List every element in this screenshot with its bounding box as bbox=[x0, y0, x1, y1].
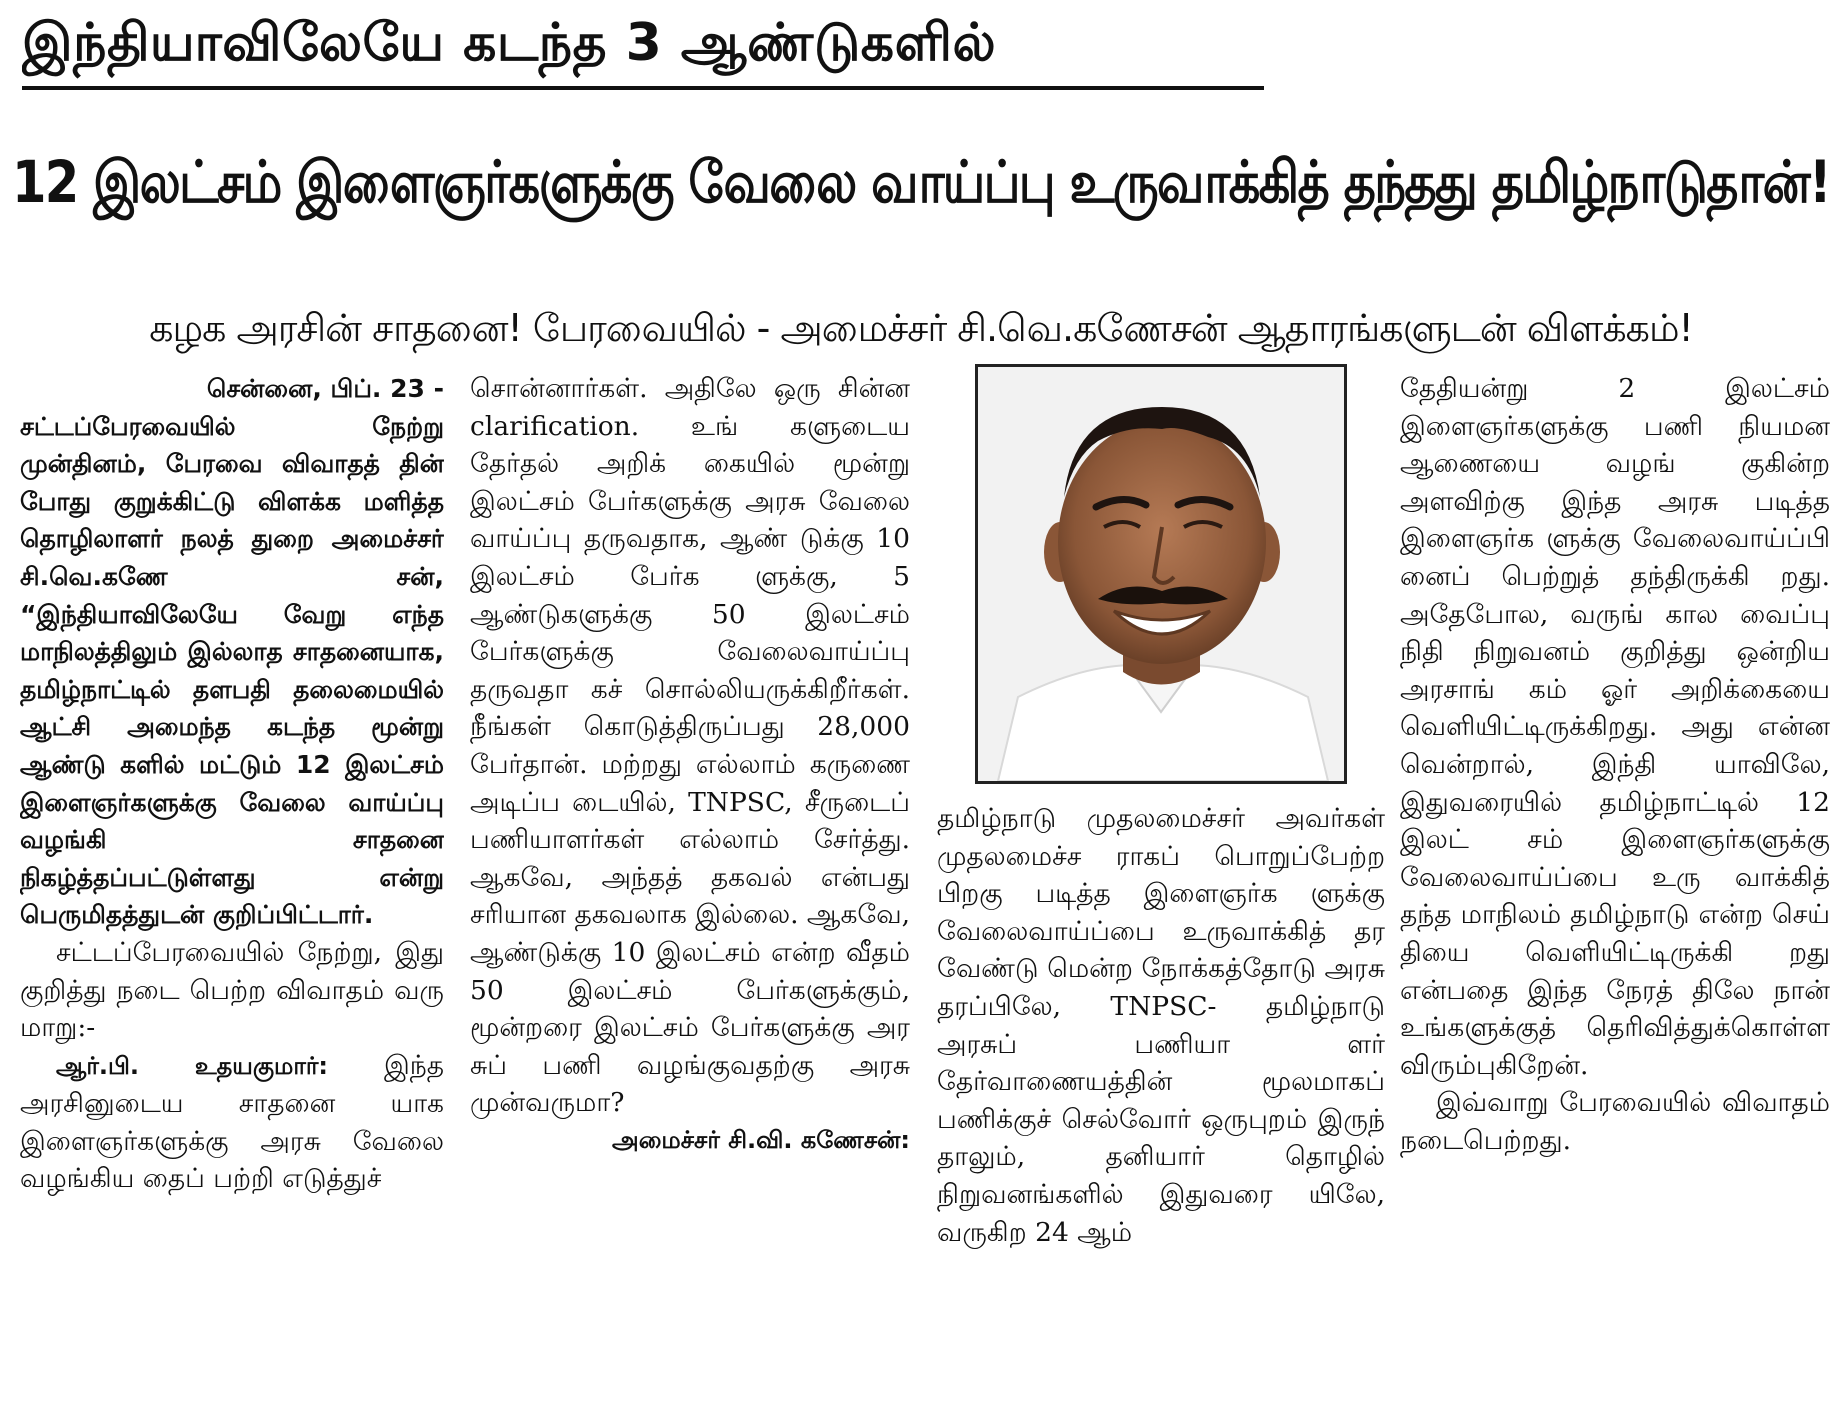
closing-paragraph: இவ்வாறு பேரவையில் விவாதம் நடைபெற்றது. bbox=[1400, 1087, 1830, 1156]
speaker-text: இந்த அரசினுடைய சாதனை யாக இளைஞர்களுக்கு அரசு வேலை வழங்கிய தைப் பற்றி எடுத்துச் bbox=[20, 1049, 444, 1195]
article-column-2 bbox=[470, 370, 910, 1392]
body-paragraph bbox=[20, 1047, 444, 1198]
article-column-3 bbox=[937, 800, 1385, 1392]
dateline: சென்னை, பிப். 23 - bbox=[206, 374, 444, 403]
speaker-name: அமைச்சர் சி.வி. கணேசன்: bbox=[612, 1125, 910, 1154]
minister-photo bbox=[975, 364, 1347, 784]
body-paragraph: தமிழ்நாடு முதலமைச்சர் அவர்கள் முதலமைச்ச ராகப் பொறுப்பேற்ற பிறகு படித்த இளைஞர்க ளுக்கு வேலைவாய்ப்பை உருவாக்கித் தர வேண்டு மென்ற நோக்கத்தோடு அரசு தரப்பிலே, TNPSC- தமிழ்நாடு அரசுப் பணியா ளர் தேர்வாணையத்தின் மூலமாகப் பணிக்குச் செல்வோர் ஒருபுறம் இருந் தாலும், தனியார் தொழில் நிறுவனங்களில் இதுவரை யிலே, வருகிற 24 ஆம் bbox=[937, 803, 1385, 1248]
body-paragraph: சட்டப்பேரவையில் நேற்று, இது குறித்து நடை பெற்ற விவாதம் வரு மாறு:- bbox=[20, 936, 444, 1044]
article-column-4 bbox=[1400, 370, 1830, 1392]
lead-paragraph: சட்டப்பேரவையில் நேற்று முன்தினம், பேரவை விவாதத் தின் போது குறுக்கிட்டு விளக்க மளித்த தொழிலாளர் நலத் துறை அமைச்சர் சி.வெ.கணே சன், “இந்தியாவிலேயே வேறு எந்த மாநிலத்திலும் இல்லாத சாதனையாக, தமிழ்நாட்டில் தளபதி தலைமையில் ஆட்சி அமைந்த கடந்த மூன்று ஆண்டு களில் மட்டும் 12 இலட்சம் இளைஞர்களுக்கு வேலை வாய்ப்பு வழங்கி சாதனை நிகழ்த்தப்பட்டுள்ளது என்று பெருமிதத்துடன் குறிப்பிட்டார். bbox=[20, 411, 444, 930]
kicker-headline: இந்தியாவிலேயே கடந்த 3 ஆண்டுகளில் bbox=[22, 13, 997, 73]
article-column-1 bbox=[20, 370, 444, 1392]
body-paragraph: தேதியன்று 2 இலட்சம் இளைஞர்களுக்கு பணி நியமன ஆணையை வழங் குகின்ற அளவிற்கு இந்த அரசு படித்த இளைஞர்க ளுக்கு வேலைவாய்ப்பி னைப் பெற்றுத் தந்திருக்கி றது. அதேபோல, வருங் கால வைப்பு நிதி நிறுவனம் குறித்து ஒன்றிய அரசாங் கம் ஓர் அறிக்கையை வெளியிட்டிருக்கிறது. அது என்ன வென்றால், இந்தி யாவிலே, இதுவரையில் தமிழ்நாட்டில் 12 இலட் சம் இளைஞர்களுக்கு வேலைவாய்ப்பை உரு வாக்கித் தந்த மாநிலம் தமிழ்நாடு என்ற செய் தியை வெளியிட்டிருக்கி றது என்பதை இந்த நேரத் திலே நான் உங்களுக்குத் தெரிவித்துக்கொள்ள விரும்புகிறேன். bbox=[1400, 373, 1830, 1081]
speaker-name: ஆர்.பி. உதயகுமார்: bbox=[56, 1051, 329, 1080]
sub-headline: கழக அரசின் சாதனை! பேரவையில் - அமைச்சர் சி.வெ.கணேசன் ஆதாரங்களுடன் விளக்கம்! bbox=[149, 306, 1693, 350]
portrait-image bbox=[978, 367, 1344, 781]
body-paragraph: சொன்னார்கள். அதிலே ஒரு சின்ன clarification. உங் களுடைய தேர்தல் அறிக் கையில் மூன்று இலட்சம் பேர்களுக்கு அரசு வேலை வாய்ப்பு தருவதாக, ஆண் டுக்கு 10 இலட்சம் பேர்க ளுக்கு, 5 ஆண்டுகளுக்கு 50 இலட்சம் பேர்களுக்கு வேலைவாய்ப்பு தருவதா கச் சொல்லியருக்கிறீர்கள். நீங்கள் கொடுத்திருப்பது 28,000 பேர்தான். மற்றது எல்லாம் கருணை அடிப்ப டையில், TNPSC, சீருடைப் பணியாளர்கள் எல்லாம் சேர்த்து. ஆகவே, அந்தத் தகவல் என்பது சரியான தகவலாக இல்லை. ஆகவே, ஆண்டுக்கு 10 இலட்சம் என்ற வீதம் 50 இலட்சம் பேர்களுக்கும், மூன்றரை இலட்சம் பேர்களுக்கு அர சுப் பணி வழங்குவதற்கு அரசு முன்வருமா? bbox=[470, 373, 910, 1119]
kicker-underline bbox=[22, 86, 1264, 90]
main-headline: 12 இலட்சம் இளைஞர்களுக்கு வேலை வாய்ப்பு உருவாக்கித் தந்தது தமிழ்நாடுதான்! bbox=[12, 148, 1830, 216]
